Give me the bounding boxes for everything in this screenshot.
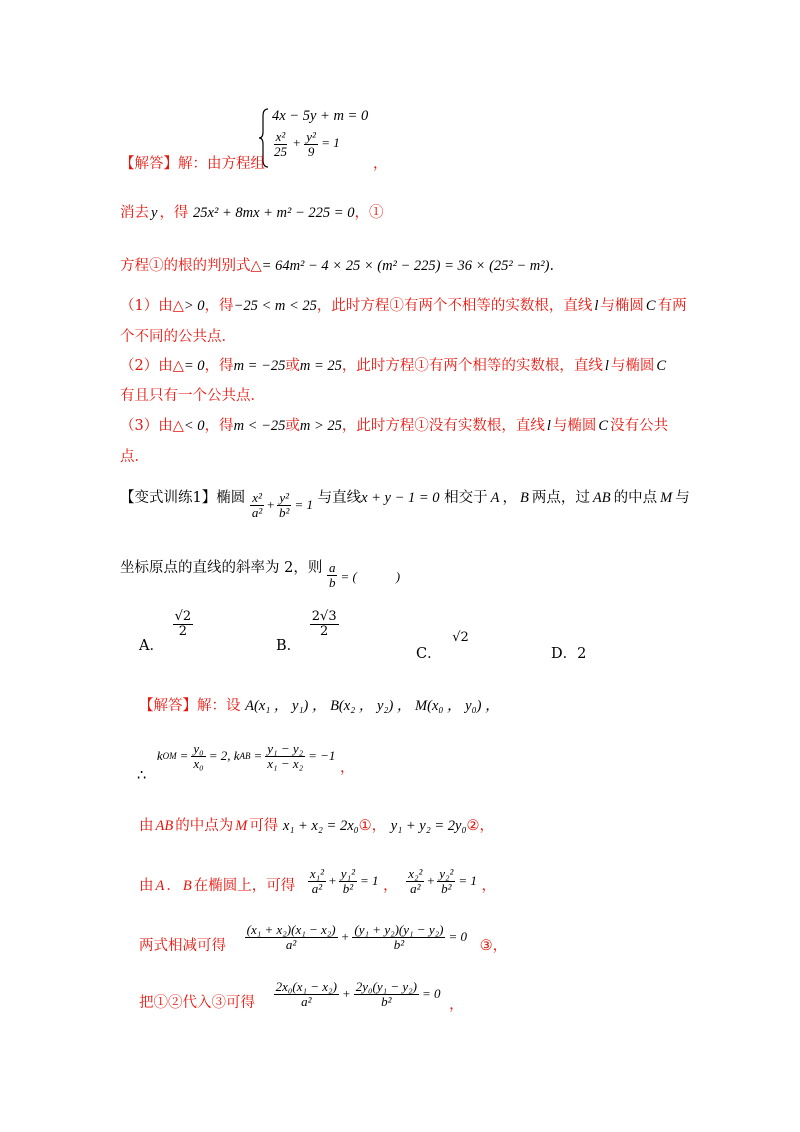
answer-tag: 【解答】: [120, 156, 178, 172]
case-2-line-b: 有且只有一个公共点．: [120, 388, 265, 404]
substituted-equation: $\frac{\text{2x₀(x₁ − x₂)}}{\text{a²}}$ + $\frac{\text{2y₀(y₁ − y₂)}}{\text{b²}}$ = 0: [275, 979, 441, 1009]
discriminant-line: 方程①的根的判别式△= 64m² − 4 × 25 × (m² − 225) = 36 × (25² − m²)．: [120, 258, 564, 274]
solution-intro-line: 【解答】解：设 A(x₁ ， y₁) ， B(x₂ ， y₂) ， M(x₀ ， y₀) ，: [139, 698, 500, 714]
slope-line: ∴ k OM = $\frac{\text{y₀}}{\text{x₀}}$ = 2, k AB = $\frac{\text{y₁ − y₂}}{\text{x₁ − x₂}}$ = −1 ，: [137, 741, 355, 785]
line-equation: x + y − 1 = 0: [361, 490, 440, 506]
system-eq-2: $\frac{\text{x²}}{25}$ + $\frac{\text{y²}}{9}$ = 1: [274, 129, 340, 159]
comma: ，: [373, 156, 388, 172]
problem-statement-line-2: 坐标原点的直线的斜率为 2，则 $\frac{a}{b}$ = ( ): [120, 560, 401, 590]
ratio-a-over-b: $\frac{a}{b}$ = ( ): [328, 560, 401, 590]
slope-equations: k OM = $\frac{\text{y₀}}{\text{x₀}}$ = 2, k AB = $\frac{\text{y₁ − y₂}}{\text{x₁ − x₂}}$ = −1: [156, 741, 336, 771]
subtracted-equation: $\frac{\text{(x₁ + x₂)(x₁ − x₂)}}{\text{a²}}$ + $\frac{\text{(y₁ + y₂)(y₁ − y₂)}}{\text{b²}}$ = 0: [246, 922, 467, 952]
option-a[interactable]: A． $\frac{√2}{2}$: [139, 609, 192, 655]
case-3-line-a: （3）由△< 0，得m < −25或m > 25，此时方程①没有实数根，直线 l 与椭圆 C 没有公共: [120, 418, 669, 434]
case-3-line-b: 点．: [120, 449, 149, 465]
option-d[interactable]: D．2: [551, 646, 587, 662]
ellipse-equation: $\frac{\text{x²}}{\text{a²}}$ + $\frac{\text{y²}}{\text{b²}}$ = 1: [251, 490, 313, 520]
option-c[interactable]: C． √2: [416, 630, 469, 662]
system-eq-1: 4x − 5y + m = 0: [272, 108, 369, 124]
problem-statement-line-1: 【变式训练1】椭圆 $\frac{\text{x²}}{\text{a²}}$ + $\frac{\text{y²}}{\text{b²}}$ = 1 与直线x + y − 1 = 0 相交于 A ， B 两点，过 AB 的中点 M 与: [120, 490, 690, 520]
midpoint-line: 由 AB 的中点为 M 可得 x₁ + x₂ = 2x₀①， y₁ + y₂ = 2y₀②，: [139, 818, 495, 834]
eliminate-line: 消去 y ，得 25x² + 8mx + m² − 225 = 0，①: [120, 205, 384, 221]
points-definition: A(x₁ ， y₁) ， B(x₂ ， y₂) ， M(x₀ ， y₀) ，: [245, 698, 500, 714]
ellipse-eq-point-b: $\frac{\text{x₂²}}{\text{a²}}$ + $\frac{\text{y₂²}}{\text{b²}}$ = 1: [408, 866, 477, 896]
subtract-line: 两式相减可得 $\frac{\text{(x₁ + x₂)(x₁ − x₂)}}{\text{a²}}$ + $\frac{\text{(y₁ + y₂)(y₁ − y₂)}}{\text{b²}}$ = 0 ③，: [139, 922, 508, 954]
discriminant-formula: = 64m² − 4 × 25 × (m² − 225) = 36 × (25² − m²): [261, 258, 550, 274]
answer-line-1: 【解答】解：由方程组: [120, 156, 265, 172]
answer-tag-2: 【解答】: [139, 698, 197, 714]
ellipse-eq-point-a: $\frac{\text{x₁²}}{\text{a²}}$ + $\frac{\text{y₁²}}{\text{b²}}$ = 1: [309, 866, 379, 896]
problem-tag: 【变式训练1】: [120, 490, 217, 506]
substitute-line: 把①②代入③可得 $\frac{\text{2x₀(x₁ − x₂)}}{\text{a²}}$ + $\frac{\text{2y₀(y₁ − y₂)}}{\text{b²}}$ = 0 ，: [139, 979, 464, 1013]
case-2-line-a: （2）由△= 0，得m = −25或m = 25，此时方程①有两个相等的实数根，直线 l 与椭圆 C: [120, 358, 667, 374]
quadratic-equation: 25x² + 8mx + m² − 225 = 0: [193, 205, 355, 221]
on-ellipse-line: 由 A ． B 在椭圆上，可得 $\frac{\text{x₁²}}{\text{a²}}$ + $\frac{\text{y₁²}}{\text{b²}}$ = 1 ， $\frac{\text{x₂²}}{\text{a²}}$ + $\frac{\text{y₂²}}{\text{b²}}$ = 1 ，: [139, 866, 497, 896]
case-1-line-b: 个不同的公共点．: [120, 329, 236, 345]
case-1-line-a: （1）由△> 0，得−25 < m < 25，此时方程①有两个不相等的实数根，直线 l 与椭圆 C 有两: [120, 298, 687, 314]
option-b[interactable]: B． $\frac{2√3}{2}$: [276, 609, 337, 655]
